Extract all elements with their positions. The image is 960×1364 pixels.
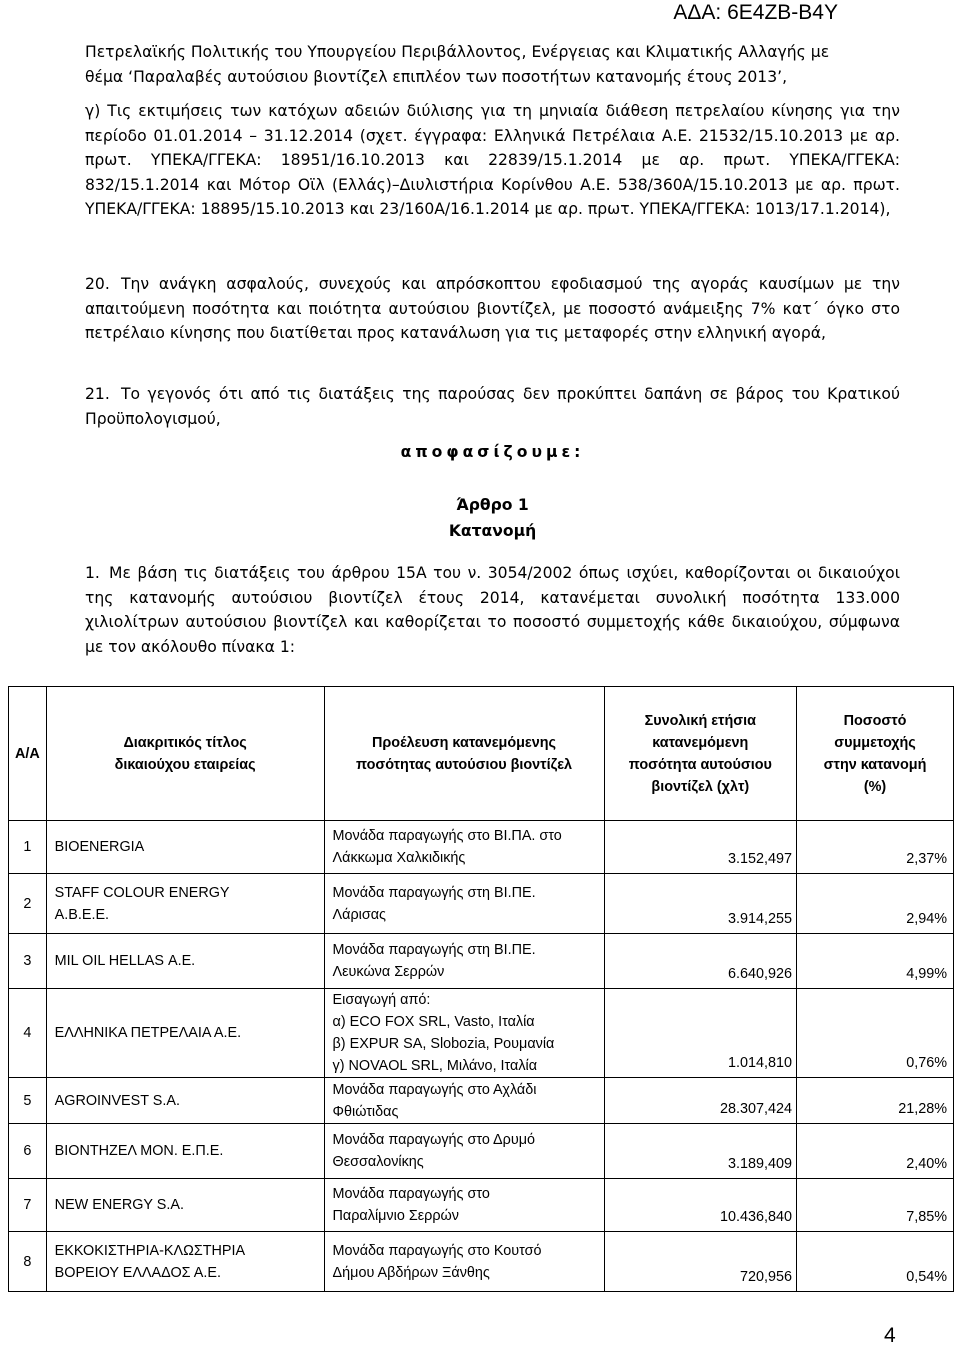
company-name-line: AGROINVEST S.A.	[54, 1092, 180, 1109]
cell-source	[324, 934, 604, 989]
cell-company-name	[46, 874, 324, 934]
source-line: γ) NOVAOL SRL, Μιλάνο, Ιταλία	[332, 1058, 538, 1074]
header-qty: Συνολική ετήσια κατανεμόμενη ποσότητα αυτούσιου βιοντίζελ (χλτ)	[604, 687, 797, 821]
cell-aa: 5	[9, 1078, 47, 1124]
company-name-line: NEW ENERGY S.A.	[54, 1197, 184, 1213]
cell-source	[324, 1179, 604, 1232]
cell-aa: 1	[9, 821, 47, 874]
table-row	[9, 934, 954, 989]
company-name-line: ΕΛΛΗΝΙΚΑ ΠΕΤΡΕΛΑΙΑ Α.Ε.	[54, 1025, 242, 1041]
cell-source	[324, 1124, 604, 1179]
item-g: γ) Τις εκτιμήσεις των κατόχων αδειών διύλισης για τη μηνιαία διάθεση πετρελαίου κίνησης για την περίοδο 01.01.2014 – 31.12.2014 (σχετ. έγγραφα: Ελληνικά Πετρέλαια Α.Ε. 21532/15.10.2013 με αρ. πρωτ. ΥΠΕΚΑ/ΓΓΕΚΑ: 18951/16.10.2013 και 22839/15.1.2014 με αρ. πρωτ. ΥΠΕΚΑ/ΓΓΕΚΑ: 832/15.1.2014 και Μότορ Οϊλ (Ελλάς)–Διυλιστήρια Κορίνθου Α.Ε. 538/360Α/15.10.2013 με αρ. πρωτ. ΥΠΕΚΑ/ΓΓΕΚΑ: 18895/15.10.2013 και 23/160Α/16.1.2014 με αρ. πρωτ. ΥΠΕΚΑ/ΓΓΕΚΑ: 1013/17.1.2014),	[85, 102, 900, 219]
cell-source	[324, 989, 604, 1078]
company-name-line: ΒΟΡΕΙΟΥ ΕΛΛΑΔΟΣ Α.Ε.	[54, 1264, 221, 1281]
para-1-text: Με βάση τις διατάξεις του άρθρου 15Α του ν. 3054/2002 όπως ισχύει, καθορίζονται οι δικαιούχοι της κατανομής αυτούσιου βιοντίζελ έτους 2014, κατανέμεται συνολική ποσότητα 133.000 χιλιολίτρων αυτούσιου βιοντίζελ και καθορίζεται το ποσοστό συμμετοχής κάθε δικαιούχου, σύμφωνα με τον ακόλουθο πίνακα 1:	[85, 564, 900, 656]
source-line: β) EXPUR SA, Slobozia, Ρουμανία	[332, 1036, 555, 1052]
company-name-line: MIL OIL HELLAS Α.Ε.	[54, 953, 196, 969]
source-line: Μονάδα παραγωγής στη ΒΙ.ΠΕ.	[332, 884, 536, 901]
intro-line-1: Πετρελαϊκής Πολιτικής του Υπουργείου Περιβάλλοντος, Ενέργειας και Κλιματικής Αλλαγής με	[85, 43, 830, 61]
item-21-number: 21.	[85, 385, 110, 403]
cell-aa: 7	[9, 1179, 47, 1232]
cell-company-name	[46, 989, 324, 1078]
header-name: Διακριτικός τίτλος δικαιούχου εταιρείας	[46, 687, 324, 821]
cell-quantity: 3.914,255	[604, 874, 797, 934]
ada-code: ΑΔΑ: 6E4ZB-B4Y	[673, 1, 838, 24]
cell-quantity: 6.640,926	[604, 934, 797, 989]
company-name-line: ΒΙΟΝΤΗΖΕΛ ΜΟΝ. Ε.Π.Ε.	[54, 1143, 224, 1159]
company-name-line: BIOENERGIA	[54, 839, 145, 855]
cell-percentage: 4,99%	[797, 934, 954, 989]
table-header-row	[9, 687, 954, 821]
source-line: Λάκκωμα Χαλκιδικής	[332, 850, 466, 866]
source-line: Φθιώτιδας	[332, 1103, 399, 1120]
source-line: Θεσσαλονίκης	[332, 1154, 424, 1170]
cell-percentage: 0,76%	[797, 989, 954, 1078]
source-line: Εισαγωγή από:	[332, 992, 431, 1008]
cell-aa: 6	[9, 1124, 47, 1179]
item-20-number: 20.	[85, 275, 110, 293]
item-21-text: Το γεγονός ότι από τις διατάξεις της παρούσας δεν προκύπτει δαπάνη σε βάρος του Κρατικού Προϋπολογισμού,	[85, 385, 900, 428]
header-pct: Ποσοστό συμμετοχής στην κατανομή (%)	[797, 687, 954, 821]
table-row	[9, 989, 954, 1078]
cell-quantity: 3.189,409	[604, 1124, 797, 1179]
cell-company-name	[46, 1232, 324, 1292]
company-name-line: ΕΚΚΟΚΙΣΤΗΡΙΑ-ΚΛΩΣΤΗΡΙΑ	[54, 1242, 246, 1259]
cell-aa: 2	[9, 874, 47, 934]
source-line: α) ECO FOX SRL, Vasto, Ιταλία	[332, 1014, 535, 1030]
cell-company-name	[46, 1078, 324, 1124]
cell-percentage: 21,28%	[797, 1078, 954, 1124]
source-line: Παραλίμνιο Σερρών	[332, 1208, 459, 1224]
table-row	[9, 1179, 954, 1232]
cell-quantity: 720,956	[604, 1232, 797, 1292]
company-name-line: STAFF COLOUR ENERGY	[54, 884, 230, 901]
table-row	[9, 821, 954, 874]
cell-aa: 3	[9, 934, 47, 989]
header-source: Προέλευση κατανεμόμενης ποσότητας αυτούσιου βιοντίζελ	[324, 687, 604, 821]
page-number: 4	[884, 1324, 896, 1347]
source-line: Μονάδα παραγωγής στο Δρυμό	[332, 1132, 536, 1148]
company-name-line: Α.Β.Ε.Ε.	[54, 906, 110, 923]
table-body	[9, 821, 954, 1292]
cell-percentage: 2,37%	[797, 821, 954, 874]
para-1-number: 1.	[85, 564, 100, 582]
cell-percentage: 7,85%	[797, 1179, 954, 1232]
table-row	[9, 874, 954, 934]
cell-percentage: 0,54%	[797, 1232, 954, 1292]
header-aa: Α/Α	[9, 687, 47, 821]
decision-heading: αποφασίζουμε:	[400, 443, 585, 461]
cell-company-name	[46, 821, 324, 874]
source-line: Μονάδα παραγωγής στη ΒΙ.ΠΕ.	[332, 942, 536, 958]
cell-source	[324, 821, 604, 874]
source-line: Μονάδα παραγωγής στο Αχλάδι	[332, 1081, 537, 1098]
cell-aa: 4	[9, 989, 47, 1078]
item-20-text: Την ανάγκη ασφαλούς, συνεχούς και απρόσκοπτου εφοδιασμού της αγοράς καυσίμων με την απαιτούμενη ποσότητα και ποιότητα αυτούσιου βιοντίζελ, με ποσοστό ανάμειξης 7% κατ΄ όγκο στο πετρέλαιο κίνησης που διατίθεται προς κατανάλωση για τις μεταφορές στην ελληνική αγορά,	[85, 275, 900, 343]
cell-source	[324, 1232, 604, 1292]
cell-source	[324, 874, 604, 934]
cell-aa: 8	[9, 1232, 47, 1292]
source-line: Μονάδα παραγωγής στο Κουτσό	[332, 1242, 542, 1259]
source-line: Μονάδα παραγωγής στο	[332, 1186, 490, 1202]
article-subtitle: Κατανομή	[448, 522, 537, 540]
cell-percentage: 2,94%	[797, 874, 954, 934]
article-title: Άρθρο 1	[456, 496, 529, 514]
cell-company-name	[46, 934, 324, 989]
source-line: Δήμου Αβδήρων Ξάνθης	[332, 1264, 490, 1281]
allocation-table	[8, 686, 954, 1292]
source-line: Λευκώνα Σερρών	[332, 964, 445, 980]
cell-percentage: 2,40%	[797, 1124, 954, 1179]
cell-source	[324, 1078, 604, 1124]
cell-quantity: 10.436,840	[604, 1179, 797, 1232]
source-line: Λάρισας	[332, 906, 386, 923]
source-line: Μονάδα παραγωγής στο ΒΙ.ΠΑ. στο	[332, 828, 562, 844]
table-row	[9, 1124, 954, 1179]
cell-quantity: 28.307,424	[604, 1078, 797, 1124]
cell-quantity: 3.152,497	[604, 821, 797, 874]
intro-line-2: θέμα ‘Παραλαβές αυτούσιου βιοντίζελ επιπλέον των ποσοτήτων κατανομής έτους 2013’,	[85, 68, 788, 86]
cell-quantity: 1.014,810	[604, 989, 797, 1078]
cell-company-name	[46, 1124, 324, 1179]
table-row	[9, 1078, 954, 1124]
table-row	[9, 1232, 954, 1292]
cell-company-name	[46, 1179, 324, 1232]
